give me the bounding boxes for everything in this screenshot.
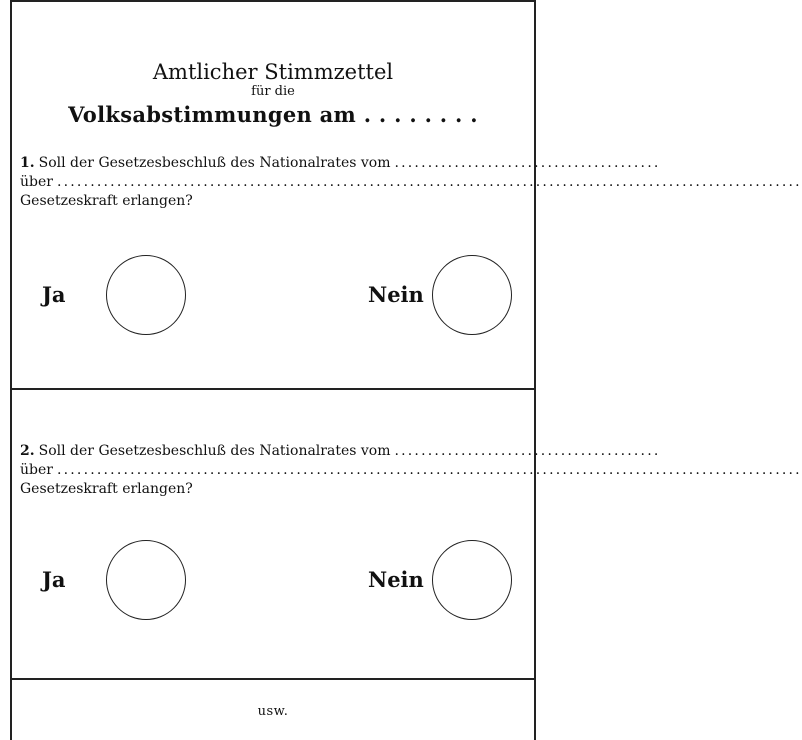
question-2-number: 2. bbox=[20, 443, 35, 459]
question-2-yes-label: Ja bbox=[42, 567, 66, 592]
question-1-line-2 bbox=[20, 173, 802, 192]
ballot-title: Amtlicher Stimmzettel bbox=[152, 60, 394, 84]
question-2-line-2 bbox=[20, 461, 802, 480]
question-1-number: 1. bbox=[20, 155, 35, 171]
ballot-subtitle: für die bbox=[251, 84, 295, 99]
question-2-line-3 bbox=[20, 480, 526, 499]
question-1-about-label: über bbox=[20, 174, 53, 190]
question-1-text: Soll der Gesetzesbeschluß des Nationalrates vom bbox=[38, 155, 391, 171]
ballot-paper bbox=[10, 0, 802, 740]
question-1-subject-blank: ................................................................................................................ bbox=[56, 174, 802, 190]
question-1-line-1 bbox=[20, 154, 661, 173]
question-2-text: Soll der Gesetzesbeschluß des Nationalrates vom bbox=[38, 443, 391, 459]
continuation-note: usw. bbox=[257, 704, 289, 719]
section-divider-1 bbox=[12, 388, 534, 390]
question-1-yes-circle[interactable] bbox=[106, 255, 186, 335]
question-2 bbox=[20, 442, 802, 499]
question-2-no-circle[interactable] bbox=[432, 540, 512, 620]
question-1-no-circle[interactable] bbox=[432, 255, 512, 335]
question-2-subject-blank: ................................................................................................................ bbox=[56, 462, 802, 478]
question-1-no-label: Nein bbox=[368, 282, 424, 307]
question-2-yes-circle[interactable] bbox=[106, 540, 186, 620]
question-1 bbox=[20, 154, 802, 211]
ballot-heading: Volksabstimmungen am . . . . . . . . bbox=[68, 102, 478, 127]
section-divider-2 bbox=[12, 678, 534, 680]
question-2-line-1 bbox=[20, 442, 661, 461]
question-2-about-label: über bbox=[20, 462, 53, 478]
question-2-closing: Gesetzeskraft erlangen? bbox=[20, 481, 193, 497]
question-2-date-blank: ........................................ bbox=[394, 443, 661, 459]
question-1-line-3 bbox=[20, 192, 526, 211]
question-2-no-label: Nein bbox=[368, 567, 424, 592]
ballot-header bbox=[12, 60, 534, 128]
question-1-closing: Gesetzeskraft erlangen? bbox=[20, 193, 193, 209]
question-1-date-blank: ........................................ bbox=[394, 155, 661, 171]
question-1-yes-label: Ja bbox=[42, 282, 66, 307]
